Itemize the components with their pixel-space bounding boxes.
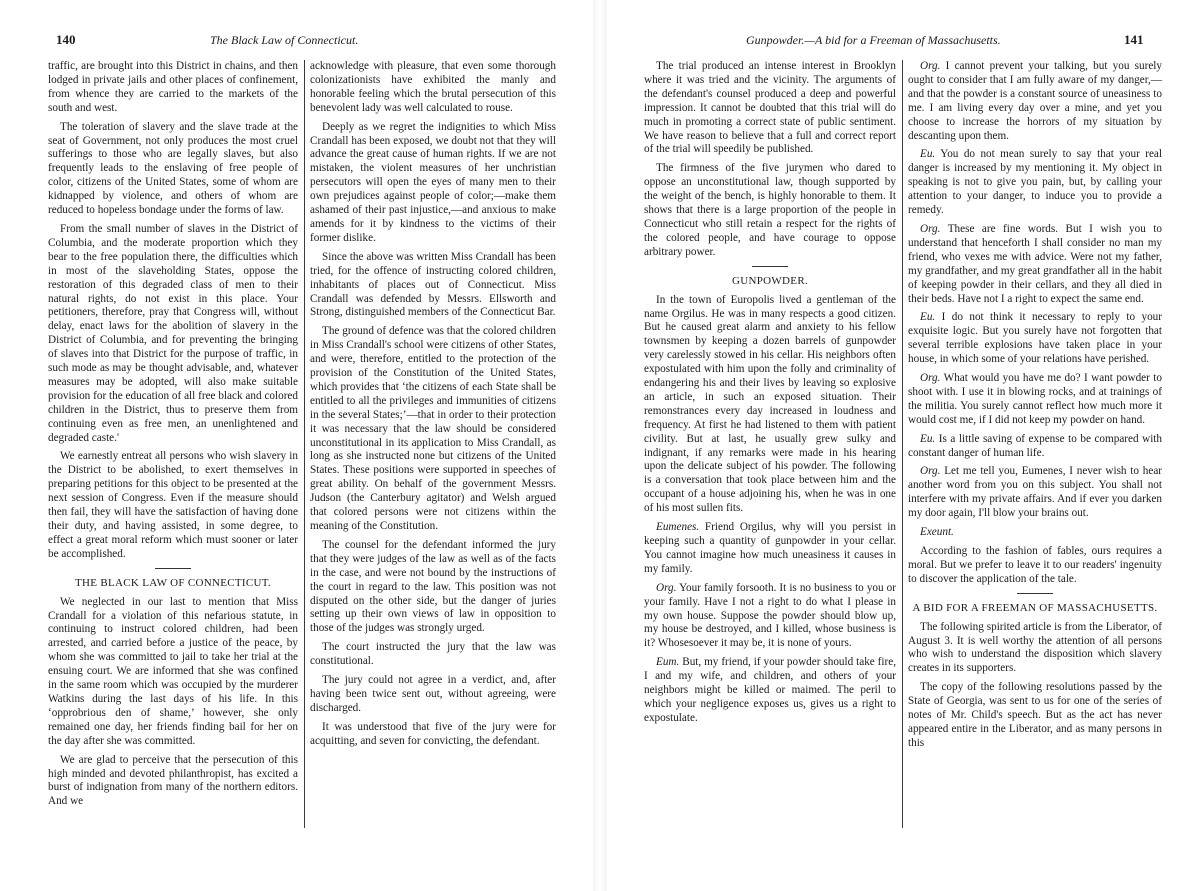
text-column-1: [644, 60, 896, 731]
speaker-name: Eu.: [920, 311, 936, 324]
speaker-name: Org.: [920, 222, 941, 235]
speaker-name: Eu.: [920, 432, 936, 445]
paragraph: We earnestly entreat all persons who wish slavery in the District to be abolished, to exert themselves in preparing petitions for this object to be presented at the next session of Congress. Even if the measure should then fail, they will have the satisfaction of having done their duty, and having assisted, in some degree, to effect a great moral reform which must sooner or later be accomplished.: [48, 450, 298, 560]
running-head: Gunpowder.—A bid for a Freeman of Massachusetts.: [746, 33, 1001, 47]
speaker-name: Org.: [920, 60, 941, 72]
page-number: 140: [56, 32, 76, 47]
speaker-name: Eu.: [920, 148, 936, 161]
dialogue-line: [908, 148, 1162, 218]
section-rule: [752, 266, 788, 267]
paragraph: In the town of Europolis lived a gentleman of the name Orgilus. He was in many respects a good citizen. But he caused great alarm and anxiety to his fellow townsmen by keeping a dozen barrels of gunpowder very carelessly stowed in his cellar. His neighbors often expostulated with him upon the folly and criminality of endangering his and their lives by leaving so explosive an article, in such an exposed situation. Their remonstrances every day increased in loudness and frequency. At first he had listened to them with patient civility. But at last, he usually grew sulky and indignant, if any remarks were made in his hearing upon the delicate subject of his powder. The following is a conversation that took place between him and the occupant of a house adjoining his, when he was in one of his most sullen fits.: [644, 293, 896, 515]
paragraph: According to the fashion of fables, ours requires a moral. But we prefer to leave it to our readers' ingenuity to discover the application of the tale.: [908, 545, 1162, 585]
right-page: [600, 0, 1200, 891]
dialogue-line: [644, 582, 896, 652]
speaker-name: Eum.: [656, 656, 680, 669]
paragraph: The court instructed the jury that the law was constitutional.: [310, 641, 556, 668]
column-divider: [902, 60, 903, 828]
dialogue-line: [644, 521, 896, 577]
text-column-2: [310, 60, 556, 754]
dialogue-text: These are fine words. But I wish you to understand that henceforth I shall consider no man my friend, who vexes me with advice. Were not my father, my grandfather, and my great grandfather all in the habit of keeping powder in their cellars, and they all died in their beds. Have not I a right to expect the same end.: [908, 222, 1162, 305]
dialogue-text: What would you have me do? I want powder to shoot with. I use it in blowing rocks, and at trainings of the militia. You surely cannot reflect how much more it would cost me, if I did not keep my powder on hand.: [908, 372, 1162, 426]
paragraph: Since the above was written Miss Crandall has been tried, for the offence of instructing colored children, inhabitants of places out of Connecticut. Miss Crandall was defended by Messrs. Ellsworth and Strong, distinguished members of the Connecticut Bar.: [310, 250, 556, 319]
speaker-name: Org.: [920, 372, 941, 385]
dialogue-line: [908, 372, 1162, 428]
paragraph: acknowledge with pleasure, that even some thorough colonizationists have exhibited the manly and honorable feeling which the brutal persecution of this benevolent lady was well calculated to rouse.: [310, 60, 556, 114]
paragraph: The following spirited article is from the Liberator, of August 3. It is well worthy the attention of all persons who wish to understand the disposition which slavery creates in its supporters.: [908, 620, 1162, 675]
paragraph: From the small number of slaves in the District of Columbia, and the moderate proportion which they bear to the free population there, the difficulties which in most of the slaveholding States, oppose the restoration of this degraded class of men to their natural rights, do not exist in this place. Your petitioners, therefore, pray that Congress will, without delay, enact laws for the abolition of slavery in the District of Columbia, and for preventing the bringing of slaves into that District for the purpose of traffic, in such mode as may be thought advisable, and, whatever measures may be adopted, will also make suitable provision for the education of all free black and colored children in the District, thus to preserve them from continuing even as free men, an unenlightened and degraded caste.': [48, 222, 298, 444]
section-heading: THE BLACK LAW OF CONNECTICUT.: [75, 576, 271, 589]
dialogue-text: Is a little saving of expense to be compared with constant danger of human life.: [908, 432, 1163, 459]
paragraph: The copy of the following resolutions passed by the State of Georgia, was sent to us for one of the series of notes of Mr. Child's speech. But as the act has never appeared entire in the Liberator, and as many persons in this: [908, 681, 1162, 749]
section-rule: [1017, 593, 1053, 594]
speaker-name: Org.: [656, 581, 677, 594]
running-head: The Black Law of Connecticut.: [210, 33, 359, 47]
paragraph: The ground of defence was that the colored children in Miss Crandall's school were citizens of other States, and were, therefore, entitled to the protection of the provision of the Constitution of the United States, which provides that ‘the citizens of each State shall be entitled to all the privileges and immunities of citizens in the several States;’—that in order to their protection it was necessary that the law should be considered unconstitutional in its application to Miss Crandall, as long as she instructed none but citizens of the United States. These positions were supported in speeches of great ability. On behalf of the government Messrs. Judson (the Canterbury agitator) and Welsh argued that colored persons were not citizens within the meaning of the Constitution.: [310, 325, 556, 532]
dialogue-text: Friend Orgilus, why will you persist in keeping such a quantity of gunpowder in your cellar. You cannot imagine how much uneasiness it causes in my family.: [644, 521, 897, 575]
paragraph: The jury could not agree in a verdict, and, after having been twice sent out, without agreeing, were discharged.: [310, 674, 556, 714]
dialogue-line: [908, 223, 1162, 306]
speaker-name: Org.: [920, 465, 941, 478]
paragraph: The trial produced an intense interest in Brooklyn where it was tried and the vicinity. The arguments of the defendant's counsel produced a deep and powerful impression. It cannot be doubted that this trial will do much in promoting a correct state of public sentiment. We have reason to believe that a full and correct report of the trial will speedily be published.: [644, 60, 896, 156]
paragraph: The firmness of the five jurymen who dared to oppose an unconstitutional law, though supported by the weight of the bench, is highly honorable to them. It shows that there is a large proportion of the people in Connecticut who still retain a respect for the rights of the colored people, and have courage to oppose arbitrary power.: [644, 162, 896, 258]
section-rule: [155, 568, 191, 569]
paragraph: We are glad to perceive that the persecution of this high minded and devoted philanthropist, has excited a burst of indignation from many of the northern editors. And we: [48, 753, 298, 808]
paragraph: The toleration of slavery and the slave trade at the seat of Government, not only produces the most cruel sufferings to those who are legally slaves, but also frequently leads to the enslaving of free people of color, citizens of the United States, some of whom are kidnapped by violence, and others of whom are reduced to hopeless bondage under the forms of law.: [48, 120, 298, 217]
column-divider: [304, 60, 305, 828]
section-heading: GUNPOWDER.: [731, 274, 809, 287]
paragraph: We neglected in our last to mention that Miss Crandall for a violation of this nefarious statute, in continuing to instruct colored children, had been arrested, and carried before a justice of the peace, by whom she was committed to jail to take her trial at the ensuing court. We are informed that she was confined in the same room which was occupied by the murderer Watkins during the last days of his life. In this ‘opprobrious den of shame,’ however, she only remained one day, her friends finding bail for her on the day after she was committed.: [48, 595, 298, 747]
dialogue-text: Let me tell you, Eumenes, I never wish to hear another word from you on this subject. You shall not interfere with my private affairs. And if ever you darken my door again, I'll blow your brains out.: [908, 465, 1163, 520]
dialogue-text: I cannot prevent your talking, but you surely ought to consider that I am fully aware of my danger,—and that the powder is a constant source of uneasiness to me. I am living every day over a mine, and yet you choose to increase the horrors of my situation by descanting upon them.: [908, 60, 1163, 142]
dialogue-text: You do not mean surely to say that your real danger is increased by my mentioning it. My object in speaking is not to give you pain, but, by calling your attention to your danger, to induce you to provide a remedy.: [908, 148, 1162, 217]
paragraph: It was understood that five of the jury were for acquitting, and seven for convicting, the defendant.: [310, 720, 556, 747]
dialogue-line: [908, 465, 1162, 521]
dialogue-text: But, my friend, if your powder should take fire, I and my wife, and children, and others of your neighbors might be killed or maimed. The peril to which your negligence exposes us, gives us a right to expostulate.: [644, 656, 897, 724]
speaker-name: Eumenes.: [656, 521, 700, 534]
paragraph: traffic, are brought into this District in chains, and then lodged in private jails and other places of confinement, from whence they are carried to the markets of the south and west.: [48, 60, 298, 114]
section-heading: A BID FOR A FREEMAN OF MASSACHUSETTS.: [912, 601, 1158, 614]
paragraph: The counsel for the defendant informed the jury that they were judges of the law as well as of the facts in the case, and were not bound by the instructions of the court in regard to the law. This position was not disputed on the other side, but the danger of juries setting up their own views of law in opposition to those of the judges was strongly urged.: [310, 538, 556, 635]
text-column-1: [48, 60, 298, 814]
page-number: 141: [1124, 32, 1144, 47]
dialogue-line: [908, 311, 1162, 367]
dialogue-line: [908, 60, 1162, 143]
text-column-2: [908, 60, 1162, 756]
dialogue-text: I do not think it necessary to reply to your exquisite logic. But you surely have not forgotten that several terrible explosions have taken place in your house, in which some of your relations have perished.: [908, 311, 1163, 366]
dialogue-line: [644, 656, 896, 726]
stage-direction: Exeunt.: [920, 526, 954, 539]
paragraph: Deeply as we regret the indignities to which Miss Crandall has been exposed, we doubt not that they will advance the great cause of human rights. If we are not mistaken, the violent measures of her unchristian persecutors will open the eyes of many men to their own prejudices against people of color;—make them ashamed of their past injustice,—and anxious to make amends for it by kindness to the victims of their former dislike.: [310, 120, 556, 244]
dialogue-line: [908, 433, 1162, 461]
dialogue-text: Your family forsooth. It is no business to you or your family. Have I not a right to do what I please in my own house. Suppose the powder should blow up, my house be destroyed, and I killed, whose business is it? Whosesoever it may be, it is none of yours.: [644, 581, 896, 650]
